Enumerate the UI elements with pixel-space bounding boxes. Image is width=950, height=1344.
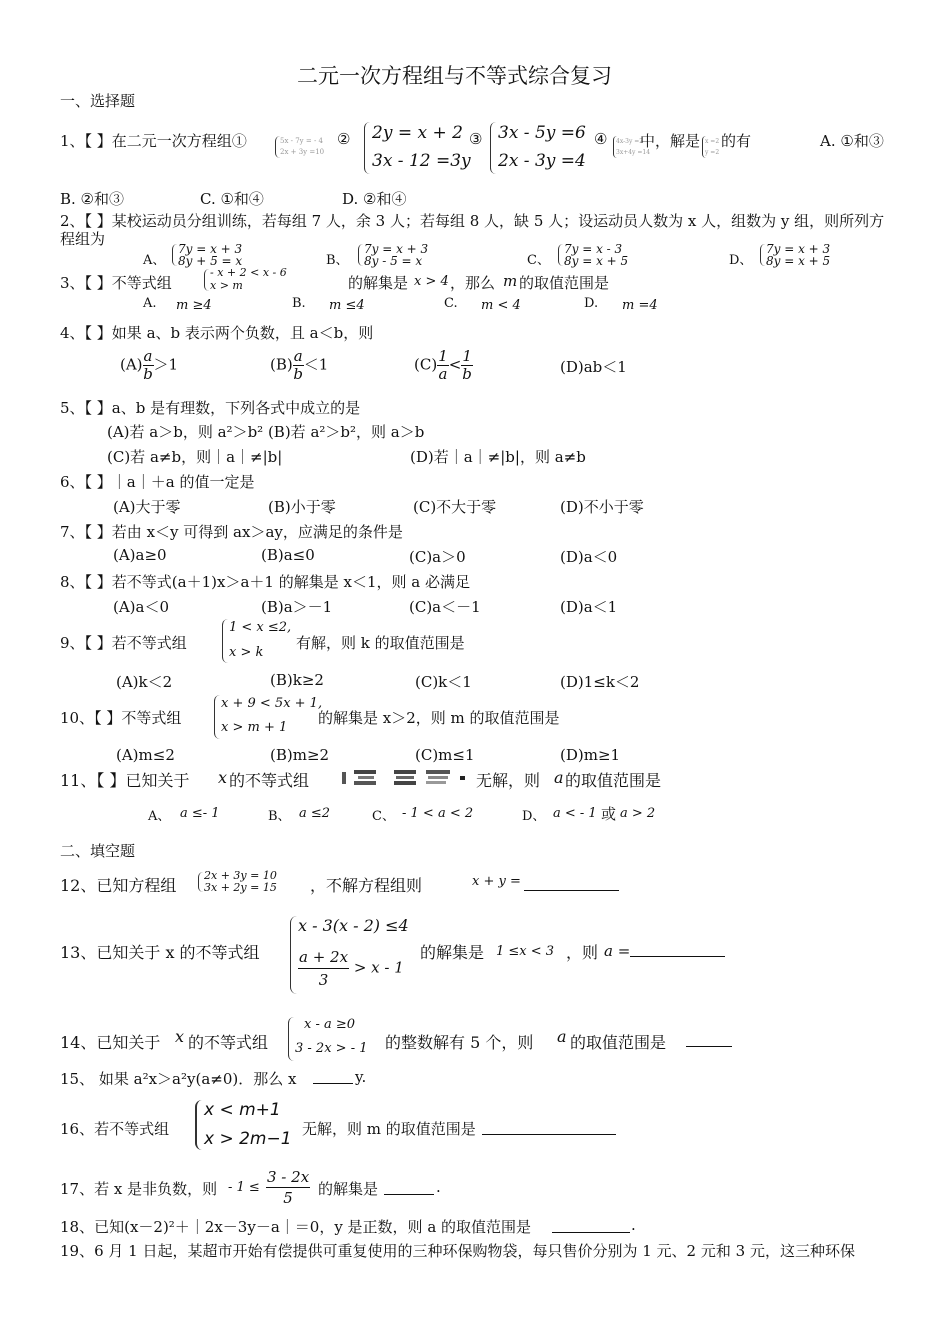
q2-option-d-label: D、 [729, 253, 753, 268]
q1-circle-3: ③ [469, 130, 483, 148]
q3-option-d-label: D. [584, 296, 599, 311]
brace [288, 1017, 294, 1061]
q5-option-c: (C)若 a≠b，则｜a｜≠|b| [107, 448, 283, 466]
q2-option-c-line2: 8y = x + 5 [564, 254, 629, 268]
brace [172, 244, 177, 266]
q10-lead: 10、【 】不等式组 [60, 709, 182, 727]
q2-option-a-label: A、 [143, 253, 166, 268]
q7-option-b: (B)a≤0 [261, 546, 315, 564]
q11-a: a [554, 768, 564, 787]
q8-stem: 8、【 】若不等式(a＋1)x＞a＋1 的解集是 x＜1，则 a 必满足 [60, 573, 470, 591]
q17-fraction [266, 1167, 310, 1208]
q15-text: 15、 如果 a²x＞a²y(a≠0)．那么 x [60, 1070, 297, 1088]
q1-tail: 的有 [721, 132, 752, 150]
q5-option-d: (D)若｜a｜≠|b|，则 a≠b [410, 448, 586, 466]
q6-option-b: (B)小于零 [268, 498, 336, 516]
q11-option-b-label: B、 [268, 809, 291, 824]
q6-option-c: (C)不大于零 [413, 498, 497, 516]
q9-option-c: (C)k＜1 [415, 673, 472, 691]
q3-end: 的取值范围是 [519, 274, 610, 292]
q14-sys-line1: x - a ≥0 [304, 1017, 356, 1032]
q10-sys-line1: x + 9 < 5x + 1, [221, 696, 323, 711]
q2-option-a-line1: 7y = x + 3 [178, 242, 243, 256]
q12-answer-blank[interactable] [524, 876, 619, 891]
q1-sol-line2: y =2 [705, 149, 720, 156]
q3-sys-line1: - x + 2 < x - 6 [210, 266, 287, 279]
q10-option-d: (D)m≥1 [560, 746, 621, 764]
q14-tail: 的整数解有 5 个，则 [385, 1033, 534, 1052]
q9-option-d: (D)1≤k＜2 [560, 673, 640, 691]
q1-option-a: A. ①和③ [820, 132, 884, 150]
q1-sys3-line2: 2x - 3y =4 [498, 151, 586, 171]
brace [558, 244, 563, 266]
brace [222, 619, 228, 663]
brace [214, 695, 220, 739]
q1-sys2-line1: 2y = x + 2 [372, 123, 463, 143]
q2-option-a-line2: 8y + 5 = x [178, 254, 243, 268]
q14-sys-line2: 3 - 2x > - 1 [295, 1041, 368, 1056]
q2-text-line2: 程组为 [60, 230, 106, 248]
q13-mid: 的解集是 [420, 943, 485, 962]
q10-option-c: (C)m≤1 [415, 746, 475, 764]
q4-option-a [120, 348, 178, 383]
q5-options-ab: (A)若 a＞b，则 a²＞b² (B)若 a²＞b²，则 a＞b [107, 423, 425, 441]
q7-stem: 7、【 】若由 x＜y 可得到 ax＞ay，应满足的条件是 [60, 523, 403, 541]
q13-lead: 13、已知关于 x 的不等式组 [60, 943, 260, 962]
q16-sys-line1: x < m+1 [204, 1100, 281, 1120]
q3-option-c-value: m < 4 [481, 298, 521, 313]
q4-a-rest: ＞1 [153, 355, 179, 374]
q3-option-a-value: m ≥4 [176, 298, 212, 313]
q2-option-d-line1: 7y = x + 3 [766, 242, 831, 256]
q1-mid: 中，解是 [640, 132, 701, 150]
q17-numerator: 3 - 2x [267, 1168, 310, 1186]
q14-mid: 的不等式组 [188, 1033, 269, 1052]
q8-option-d: (D)a＜1 [560, 598, 618, 616]
q4-a-denominator: b [143, 365, 153, 383]
q2-option-b-line2: 8y - 5 = x [364, 254, 423, 268]
q11-tail: 无解，则 [476, 771, 541, 790]
q1-lead: 1、【 】在二元一次方程组① [60, 132, 247, 150]
q4-c-lt: < [448, 355, 462, 374]
q17-prefix: - 1 ≤ [228, 1180, 260, 1195]
q8-option-a: (A)a＜0 [113, 598, 170, 616]
q11-option-d-label: D、 [522, 809, 546, 824]
q4-b-denominator: b [293, 365, 304, 383]
q11-option-c-label: C、 [372, 809, 395, 824]
q4-c-numerator-2: 1 [462, 347, 472, 365]
q9-sys-line1: 1 < x ≤2, [229, 620, 292, 635]
section-heading-fill: 二、填空题 [60, 842, 136, 860]
q2-option-c-line1: 7y = x - 3 [564, 242, 623, 256]
q2-option-b-label: B、 [326, 253, 349, 268]
q12-tail: ，不解方程组则 [310, 876, 423, 895]
q1-sol-line1: x =2 [705, 138, 720, 145]
q11-option-a-value: a ≤- 1 [180, 806, 220, 821]
q12-expression: x + y = [472, 874, 521, 889]
q6-option-a: (A)大于零 [113, 498, 181, 516]
q2-option-c-label: C、 [527, 253, 550, 268]
q1-sys1-line2: 2x + 3y =10 [280, 148, 325, 156]
q17-denominator: 5 [283, 1189, 293, 1207]
q9-option-b: (B)k≥2 [270, 671, 324, 689]
q16-tail: 无解，则 m 的取值范围是 [302, 1120, 476, 1138]
q15-end: y. [355, 1068, 367, 1086]
q6-option-d: (D)不小于零 [560, 498, 644, 516]
q13-line2-numerator: a + 2x [298, 946, 349, 969]
q3-option-b-value: m ≤4 [329, 298, 365, 313]
q10-tail: 的解集是 x＞2，则 m 的取值范围是 [318, 709, 560, 727]
q11-option-a-label: A、 [148, 809, 171, 824]
q6-stem: 6、【 】｜a｜＋a 的值一定是 [60, 473, 255, 491]
q4-a-numerator: a [143, 347, 153, 365]
q10-sys-line2: x > m + 1 [221, 720, 288, 735]
q1-sys4-line1: 4x-3y =2 [616, 138, 644, 145]
q17-tail: 的解集是 [318, 1180, 379, 1198]
q10-option-b: (B)m≥2 [270, 746, 330, 764]
q4-option-d: (D)ab＜1 [560, 358, 627, 376]
q12-sys-line1: 2x + 3y = 10 [204, 869, 277, 882]
q14-a: a [557, 1027, 567, 1046]
q1-circle-4: ④ [594, 130, 608, 148]
q11-option-b-value: a ≤2 [299, 806, 331, 821]
q1-sys4-line2: 3x+4y =14 [616, 149, 651, 156]
q18-answer-blank[interactable] [552, 1218, 630, 1233]
q13-a: a = [604, 942, 631, 960]
q2-option-b-line1: 7y = x + 3 [364, 242, 429, 256]
q9-sys-line2: x > k [229, 645, 264, 660]
q3-option-a-label: A. [143, 296, 157, 311]
q4-b-rest: ＜1 [303, 355, 329, 374]
q1-sys2-line2: 3x - 12 =3y [372, 151, 471, 171]
q4-c-denominator-1: a [438, 365, 448, 383]
q1-sys3-line1: 3x - 5y =6 [498, 123, 586, 143]
q13-line2-rest: > x - 1 [353, 958, 404, 977]
q17-answer-blank[interactable] [384, 1180, 434, 1195]
q16-sys-line2: x > 2m−1 [204, 1129, 292, 1149]
q3-option-b-label: B. [292, 296, 306, 311]
q18-text: 18、已知(x－2)²＋｜2x－3y－a｜＝0，y 是正数，则 a 的取值范围是 [60, 1218, 532, 1236]
q4-option-a-label: (A) [120, 355, 143, 374]
q4-option-b [270, 348, 328, 383]
q19-text: 19、6 月 1 日起，某超市开始有偿提供可重复使用的三种环保购物袋，每只售价分别为 1 元、2 元和 3 元，这三种环保 [60, 1242, 855, 1260]
brace [290, 916, 297, 994]
q2-option-d-line2: 8y = x + 5 [766, 254, 831, 268]
q13-answer-blank[interactable] [630, 942, 725, 957]
q3-tail: ，那么 [450, 274, 496, 292]
brace [364, 122, 370, 174]
q7-option-c: (C)a＞0 [409, 548, 466, 566]
q13-line1: x - 3(x - 2) ≤4 [298, 916, 409, 935]
q16-lead: 16、若不等式组 [60, 1120, 170, 1138]
q14-lead: 14、已知关于 [60, 1033, 161, 1052]
q10-option-a: (A)m≤2 [116, 746, 175, 764]
brace [198, 872, 203, 892]
brace [490, 122, 496, 174]
q15-answer-blank[interactable] [313, 1069, 353, 1084]
q11-end: 的取值范围是 [565, 771, 662, 790]
q3-m: m [503, 272, 518, 290]
q1-option-c: C. ①和④ [200, 190, 264, 208]
q9-option-a: (A)k＜2 [116, 673, 173, 691]
section-heading-choice: 一、选择题 [60, 92, 136, 110]
q14-x: x [175, 1027, 185, 1046]
q3-option-c-label: C. [444, 296, 458, 311]
q2-text-line1: 2、【 】某校运动员分组训练，若每组 7 人，余 3 人；若每组 8 人，缺 5 人；设运动员人数为 x 人，组数为 y 组，则所列方 [60, 212, 885, 230]
q1-sys1-line1: 5x - 7y = - 4 [280, 137, 323, 145]
q4-c-denominator-2: b [462, 365, 472, 383]
q3-lead: 3、【 】不等式组 [60, 274, 172, 292]
q3-condition: x > 4 [414, 274, 449, 289]
brace [760, 244, 765, 266]
q11-mid: 的不等式组 [229, 771, 310, 790]
brace [358, 244, 363, 266]
q3-option-d-value: m =4 [622, 298, 658, 313]
q16-answer-blank[interactable] [482, 1120, 616, 1135]
q13-tail: ，则 [566, 943, 599, 962]
q11-option-d-value-2: a > 2 [620, 806, 656, 821]
q5-stem: 5、【 】a、b 是有理数，下列各式中成立的是 [60, 399, 361, 417]
q7-option-a: (A)a≥0 [113, 546, 167, 564]
q9-tail: 有解，则 k 的取值范围是 [296, 634, 465, 652]
q4-option-c [414, 348, 473, 383]
q8-option-c: (C)a＜－1 [409, 598, 481, 616]
q18-end: . [631, 1216, 636, 1234]
q17-end: . [436, 1178, 441, 1196]
q4-stem: 4、【 】如果 a、b 表示两个负数，且 a＜b，则 [60, 324, 374, 342]
q4-option-b-label: (B) [270, 355, 293, 374]
q1-option-d: D. ②和④ [342, 190, 407, 208]
page-title: 二元一次方程组与不等式综合复习 [297, 64, 612, 88]
q11-option-d-or: 或 [601, 805, 617, 823]
brace [195, 1100, 203, 1150]
q3-sys-line2: x > m [210, 279, 243, 292]
q4-option-c-label: (C) [414, 355, 438, 374]
q11-option-c-value: - 1 < a < 2 [402, 806, 474, 821]
q11-system-image [340, 766, 470, 786]
q8-option-b: (B)a＞－1 [261, 598, 333, 616]
q1-circle-2: ② [337, 130, 351, 148]
q13-line2-denominator: 3 [318, 971, 329, 989]
q11-x: x [218, 768, 228, 787]
q14-answer-blank[interactable] [686, 1032, 732, 1047]
q13-condition: 1 ≤x < 3 [496, 944, 555, 959]
q11-option-d-value-1: a < - 1 [553, 806, 597, 821]
q1-option-b: B. ②和③ [60, 190, 125, 208]
q4-b-numerator: a [293, 347, 303, 365]
q4-c-numerator-1: 1 [438, 347, 448, 365]
q13-line2 [298, 946, 404, 991]
q14-end: 的取值范围是 [570, 1033, 667, 1052]
q11-lead: 11、【 】已知关于 [60, 771, 190, 790]
q12-sys-line2: 3x + 2y = 15 [204, 881, 277, 894]
q7-option-d: (D)a＜0 [560, 548, 618, 566]
q12-lead: 12、已知方程组 [60, 876, 177, 895]
q9-lead: 9、【 】若不等式组 [60, 634, 187, 652]
brace [204, 269, 209, 291]
q3-mid: 的解集是 [348, 274, 409, 292]
q17-lead: 17、若 x 是非负数，则 [60, 1180, 218, 1198]
